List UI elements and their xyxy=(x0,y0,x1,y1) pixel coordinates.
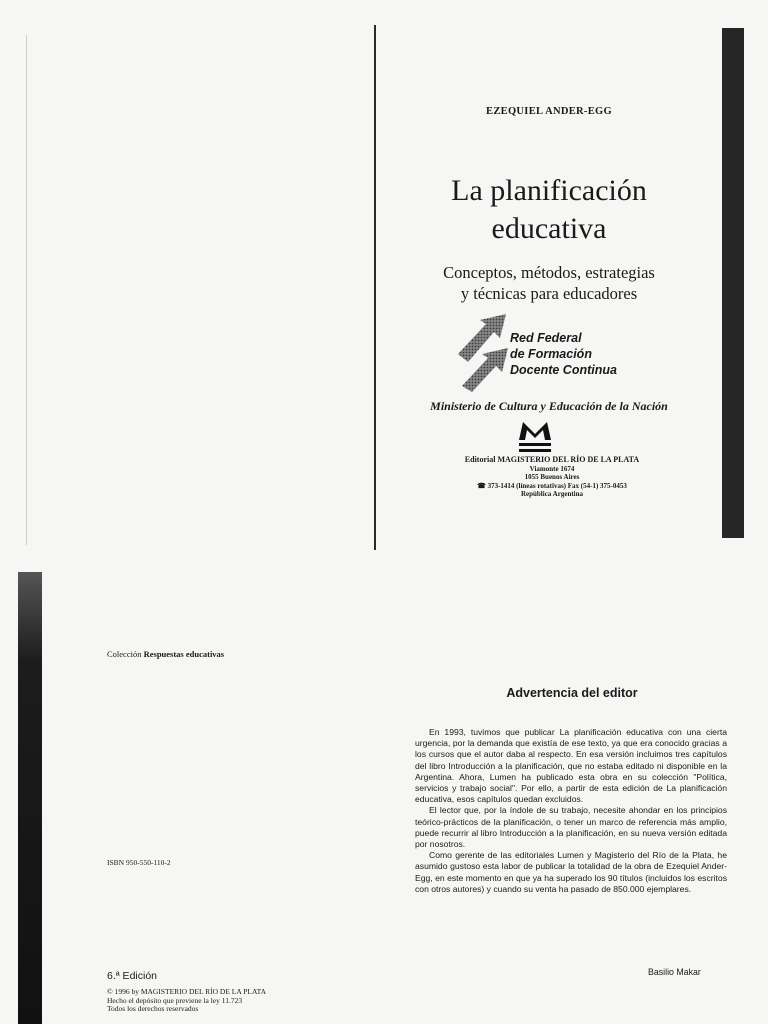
collection-line xyxy=(107,649,224,659)
collection-prefix: Colección xyxy=(107,649,142,659)
edition-label: 6.ª Edición xyxy=(107,970,157,982)
publisher-info xyxy=(452,456,652,499)
publisher-city: 1055 Buenos Aires xyxy=(524,473,580,482)
copyright-line-2: Hecho el depósito que previene la ley 11.723 xyxy=(107,995,243,1005)
page-edge-shadow xyxy=(26,35,27,545)
network-line-1: Red Federal xyxy=(510,331,582,345)
publisher-name: Editorial MAGISTERIO DEL RÍO DE LA PLATA xyxy=(464,455,640,464)
network-line-2: de Formación xyxy=(510,347,592,361)
subtitle-line-2: y técnicas para educadores xyxy=(460,284,638,303)
author-name: EZEQUIEL ANDER-EGG xyxy=(486,106,612,117)
title-line-1: La planificación xyxy=(451,174,647,207)
publisher-country: República Argentina xyxy=(520,490,584,499)
credits-page xyxy=(0,560,376,1024)
red-federal-label xyxy=(510,330,617,378)
copyright-line-3: Todos los derechos reservados xyxy=(107,1004,199,1013)
network-line-3: Docente Continua xyxy=(510,363,617,377)
copyright-line-1: © 1996 by MAGISTERIO DEL RÍO DE LA PLATA xyxy=(107,987,266,996)
notice-title: Advertencia del editor xyxy=(506,686,638,700)
isbn: ISBN 950-550-110-2 xyxy=(107,858,171,867)
book-title xyxy=(376,172,722,248)
publisher-street: Viamonte 1674 xyxy=(529,464,575,473)
notice-paragraph-2: El lector que, por la índole de su trabajo, necesite ahondar en los principios teórico-prácticos de la planificación, o tener un marco de referencia más amplio, puede recurrir al libro Introducción a la planificación, en su nueva versión editada por nosotros. xyxy=(415,805,727,850)
notice-paragraph-3: Como gerente de las editoriales Lumen y Magisterio del Río de la Plata, he asumido gustoso esta labor de publicar la totalidad de la obra de Ezequiel Ander-Egg, en este momento en que ya ha superado los 90 títulos (incluidos los escritos con otros autores) y cuando su venta ha pasado de 850.000 ejemplares. xyxy=(415,850,727,894)
title-line-2: educativa xyxy=(491,212,607,245)
notice-signature: Basilio Makar xyxy=(648,967,701,977)
collection-name: Respuestas educativas xyxy=(143,649,225,659)
notice-paragraph-1: En 1993, tuvimos que publicar La planificación educativa con una cierta urgencia, por la demanda que existía de ese texto, ya que era conocido gracias a los cursos que el autor daba al respecto. En esa versión incluimos tres capítulos del libro Introducción a la planificación, que no estaba editado ni disponible en la Argentina. Ahora, Lumen ha publicado esta obra en su colección "Política, servicios y trabajo social". Por ello, a partir de esta edición de La planificación educativa, esos capítulos quedan excluidos. xyxy=(415,727,727,805)
copyright-block xyxy=(107,988,266,1014)
scan-binding-edge-right xyxy=(722,28,744,538)
blank-page xyxy=(0,0,376,560)
ministry-line: Ministerio de Cultura y Educación de la Nación xyxy=(430,399,668,413)
subtitle-line-1: Conceptos, métodos, estrategias xyxy=(443,263,655,282)
notice-body xyxy=(415,727,727,895)
publisher-logo xyxy=(517,420,553,454)
scan-binding-edge-left xyxy=(18,572,42,1024)
publisher-phone: ☎ 373-1414 (líneas rotativas) Fax (54-1) 375-0453 xyxy=(477,481,627,490)
book-subtitle xyxy=(376,262,722,304)
